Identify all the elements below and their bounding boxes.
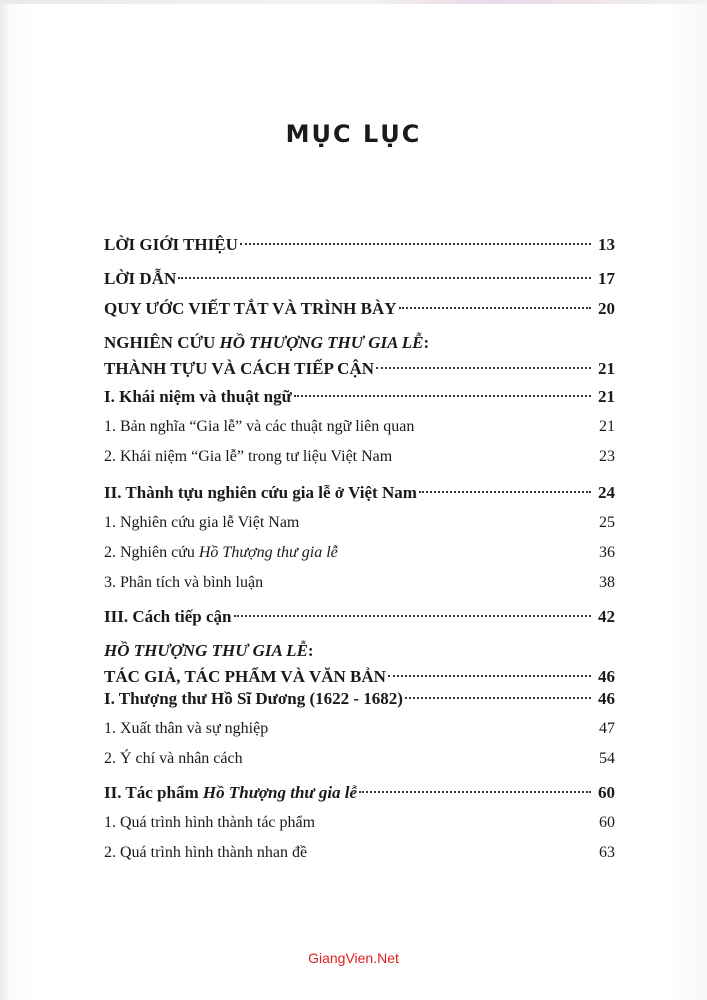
toc-entry xyxy=(104,296,615,322)
toc-entry-line xyxy=(104,780,615,806)
toc-entry-title xyxy=(104,356,374,382)
toc-entry-line xyxy=(104,384,615,410)
toc-title-italic: Hồ Thượng thư gia lễ xyxy=(202,783,358,802)
toc-entry xyxy=(104,746,615,772)
toc-entry xyxy=(104,510,615,536)
toc-entry-line xyxy=(104,444,615,470)
toc-entry-line xyxy=(104,840,615,866)
toc-title-text: 3. Phân tích và bình luận xyxy=(104,574,264,591)
page-title: MỤC LỤC xyxy=(285,120,422,148)
toc-entry xyxy=(104,604,615,630)
toc-entry-title xyxy=(104,810,315,836)
toc-entry-title xyxy=(104,384,292,410)
toc-entry-line xyxy=(104,540,615,566)
toc-title-text: 1. Bản nghĩa “Gia lễ” và các thuật ngữ liên quan xyxy=(104,418,415,435)
toc-title-text: QUY ƯỚC VIẾT TẮT VÀ TRÌNH BÀY xyxy=(104,299,397,318)
toc-entry xyxy=(104,638,615,690)
toc-title-text: 2. Quá trình hình thành nhan đề xyxy=(104,844,308,861)
toc-title-text: III. Cách tiếp cận xyxy=(104,607,232,626)
toc-title-suffix: : xyxy=(423,333,430,352)
toc-entry-line xyxy=(104,604,615,630)
toc-entry-title xyxy=(104,296,397,322)
toc-entry-title xyxy=(104,638,314,664)
toc-entry-line xyxy=(104,414,615,440)
toc-page-number: 46 xyxy=(598,667,615,686)
toc-page-number: 38 xyxy=(599,574,615,591)
dot-leader xyxy=(240,243,591,245)
dot-leader xyxy=(178,277,591,279)
toc-page-number: 36 xyxy=(599,544,615,561)
toc-title-italic: HỒ THƯỢNG THƯ GIA LỄ xyxy=(104,641,308,660)
toc-entry-title xyxy=(104,686,403,712)
toc-page-number: 60 xyxy=(599,814,615,831)
toc-entry-title xyxy=(104,510,299,536)
toc-page-number: 42 xyxy=(598,607,615,626)
toc-entry xyxy=(104,330,615,382)
toc-entry-line xyxy=(104,810,615,836)
toc-entry xyxy=(104,840,615,866)
toc-entry xyxy=(104,686,615,712)
toc-title-text: 1. Nghiên cứu gia lễ Việt Nam xyxy=(104,514,300,531)
watermark: GiangVien.Net xyxy=(308,950,399,966)
toc-entry-line xyxy=(104,480,615,506)
toc-entry xyxy=(104,414,615,440)
toc-page-number: 63 xyxy=(599,844,615,861)
toc-entry xyxy=(104,384,615,410)
toc-title-text: 1. Quá trình hình thành tác phẩm xyxy=(104,814,316,831)
toc-entry-line xyxy=(104,570,615,596)
toc-page-number: 54 xyxy=(599,750,615,767)
toc-title-text: I. Thượng thư Hồ Sĩ Dương (1622 - 1682) xyxy=(104,689,403,708)
toc-title-italic: HỒ THƯỢNG THƯ GIA LỄ xyxy=(219,333,424,352)
toc-entry-line xyxy=(104,232,615,258)
dot-leader xyxy=(234,615,591,617)
toc-page-number: 17 xyxy=(598,269,615,288)
dot-leader xyxy=(388,675,591,677)
toc-entry-line xyxy=(104,330,615,356)
toc-entry xyxy=(104,810,615,836)
toc-entry-line xyxy=(104,296,615,322)
toc-entry-title xyxy=(104,540,338,566)
toc-title-text: 2. Khái niệm “Gia lễ” trong tư liệu Việt Nam xyxy=(104,448,393,465)
toc-entry-title xyxy=(104,746,243,772)
toc-page-number: 24 xyxy=(598,483,615,502)
toc-entry xyxy=(104,780,615,806)
toc-entry-line xyxy=(104,356,615,382)
toc-title-text: 2. Nghiên cứu xyxy=(104,544,199,561)
toc-page-number: 13 xyxy=(598,235,615,254)
toc-entry xyxy=(104,266,615,292)
dot-leader xyxy=(419,491,591,493)
dot-leader xyxy=(359,791,591,793)
toc-title-text: THÀNH TỰU VÀ CÁCH TIẾP CẬN xyxy=(104,359,374,378)
toc-page-number: 47 xyxy=(599,720,615,737)
toc-title-text: 2. Ý chí và nhân cách xyxy=(104,750,243,767)
toc-page-number: 23 xyxy=(599,448,615,465)
toc-entry-title xyxy=(104,716,268,742)
toc-title-text: II. Tác phẩm xyxy=(104,783,203,802)
toc-title-text: TÁC GIẢ, TÁC PHẨM VÀ VĂN BẢN xyxy=(104,667,386,686)
toc-entry-title xyxy=(104,570,263,596)
toc-entry-title xyxy=(104,480,417,506)
toc-entry-line xyxy=(104,266,615,292)
toc-page-number: 20 xyxy=(598,299,615,318)
toc-entry-title xyxy=(104,266,176,292)
toc-page-number: 46 xyxy=(598,689,615,708)
toc-page-number: 60 xyxy=(598,783,615,802)
dot-leader xyxy=(399,307,591,309)
toc-title-text: LỜI GIỚI THIỆU xyxy=(104,235,238,254)
toc-entry-title xyxy=(104,604,232,630)
toc-entry xyxy=(104,232,615,258)
toc-entry-line xyxy=(104,510,615,536)
toc-title-text: LỜI DẪN xyxy=(104,269,177,288)
dot-leader xyxy=(405,697,591,699)
dot-leader xyxy=(294,395,591,397)
toc-entry-title xyxy=(104,840,307,866)
toc-entry-title xyxy=(104,780,357,806)
toc-title-text: I. Khái niệm và thuật ngữ xyxy=(104,387,292,406)
toc-entry-line xyxy=(104,716,615,742)
toc-entry xyxy=(104,480,615,506)
toc-entry-title xyxy=(104,232,238,258)
toc-title-text: NGHIÊN CỨU xyxy=(104,333,220,352)
toc-title-text: 1. Xuất thân và sự nghiệp xyxy=(104,720,269,737)
toc-entry-title xyxy=(104,444,392,470)
toc-entry-line xyxy=(104,638,615,664)
toc-page-number: 21 xyxy=(598,359,615,378)
toc-page-number: 21 xyxy=(598,387,615,406)
toc-entry-title xyxy=(104,414,414,440)
toc-page-number: 25 xyxy=(599,514,615,531)
toc-page-number: 21 xyxy=(599,418,615,435)
toc-entry xyxy=(104,444,615,470)
toc-entry-line xyxy=(104,686,615,712)
toc-title-text: II. Thành tựu nghiên cứu gia lễ ở Việt Nam xyxy=(104,483,417,502)
toc-title-suffix: : xyxy=(307,641,314,660)
toc-entry xyxy=(104,716,615,742)
toc-entry-line xyxy=(104,746,615,772)
dot-leader xyxy=(376,367,591,369)
toc-title-italic: Hồ Thượng thư gia lễ xyxy=(198,544,338,561)
toc-entry-title xyxy=(104,330,429,356)
toc-entry xyxy=(104,570,615,596)
toc-entry xyxy=(104,540,615,566)
